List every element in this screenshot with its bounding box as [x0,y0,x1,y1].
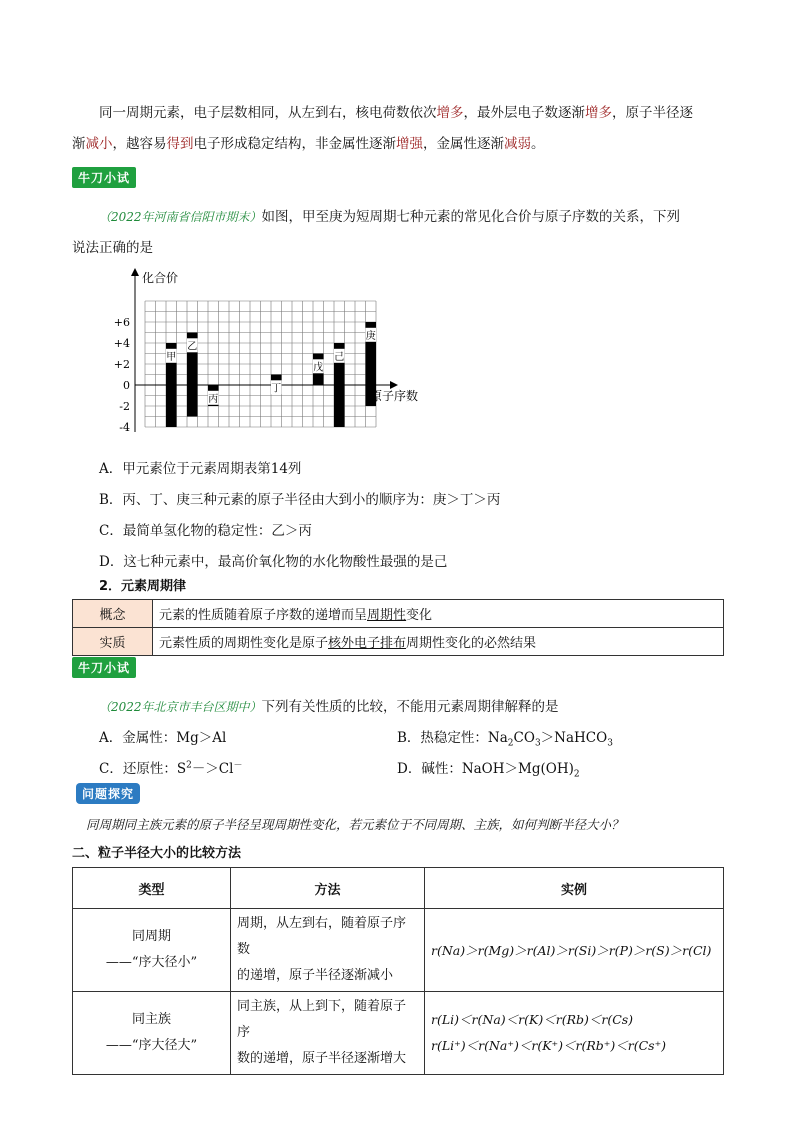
q1-source: （2022年河南省信阳市期末） [99,210,262,224]
y-axis-label: 化合价 [142,271,179,285]
table-row [73,909,724,992]
type-rule: ——“序大径大” [105,1038,198,1053]
q1-stem-line-2: 说法正确的是 [72,240,153,256]
text: C．还原性：S [99,761,187,777]
y-tick-label: -2 [119,400,130,413]
text: D．碱性：NaOH＞Mg(OH) [397,761,574,777]
subscript: 2 [573,769,580,780]
bar-label: 丙 [208,393,219,405]
type-cell [73,909,231,992]
q1-option-c[interactable]: C．最简单氢化物的稳定性：乙＞丙 [99,523,312,539]
keyword: 增多 [436,105,464,121]
text: 变化 [406,608,433,623]
col-header-type: 类型 [73,868,231,909]
practice-tag-1: 牛刀小试 [72,167,136,188]
method-cell [231,909,425,992]
text: 电子形成稳定结构，非金属性逐渐 [193,136,396,152]
chart-y-ticks [114,316,130,434]
keyword: 增强 [396,136,423,152]
method-line: 同主族，从上到下，随着原子序 [237,999,407,1040]
underlined-text: 周期性 [367,608,407,623]
table-row [73,992,724,1075]
y-tick-label: +6 [113,316,130,329]
type-cell [73,992,231,1075]
section3-title: 二、粒子半径大小的比较方法 [72,846,242,861]
section2-title: 2．元素周期律 [99,579,187,594]
bar-label: 戊 [313,362,324,374]
inquiry-tag: 问题探究 [76,783,140,804]
superscript: － [233,760,243,771]
q1-stem: 如图，甲至庚为短周期七种元素的常见化合价与原子序数的关系，下列 [261,209,681,225]
y-tick-label: -4 [119,421,130,434]
subscript: 2 [507,738,514,749]
text: －＞Cl [191,761,234,777]
q2-option-b[interactable] [397,726,613,749]
text: ，越容易 [112,136,167,152]
text: 渐 [72,136,86,152]
x-axis-arrow [390,381,398,389]
text: ＞NaHCO [540,730,608,746]
type-rule: ——“序大径小” [105,955,198,970]
method-line: 的递增，原子半径逐渐减小 [237,968,394,983]
bar-label: 乙 [187,341,198,353]
table-row [73,600,724,628]
q1-option-d[interactable]: D．这七种元素中，最高价氧化物的水化物酸性最强的是己 [99,554,448,570]
subscript: 3 [534,738,541,749]
row-value [153,600,724,628]
keyword: 减小 [85,136,113,152]
intro-line-2 [72,132,545,152]
superscript: 2 [186,760,192,771]
bar-label: 丁 [271,383,282,395]
periodic-law-table [72,599,724,656]
example-line: r(Li⁺)＜r(Na⁺)＜r(K⁺)＜r(Rb⁺)＜r(Cs⁺) [431,1038,667,1053]
keyword: 得到 [166,136,194,152]
q1-option-b[interactable]: B．丙、丁、庚三种元素的原子半径由大到小的顺序为：庚＞丁＞丙 [99,492,501,508]
table-row [73,628,724,656]
method-cell [231,992,425,1075]
q1-option-a[interactable]: A．甲元素位于元素周期表第14列 [99,461,302,477]
example-cell [425,992,724,1075]
text: CO [513,730,535,746]
keyword: 减弱 [504,136,531,152]
text: ，原子半径逐 [612,105,693,121]
table-header-row [73,868,724,909]
q1-stem-line-1 [99,205,680,225]
y-tick-label: +2 [113,358,130,371]
row-key: 实质 [73,628,153,656]
col-header-example: 实例 [425,868,724,909]
q2-option-a[interactable]: A．金属性：Mg＞Al [99,730,227,746]
subscript: 3 [607,738,613,749]
row-key: 概念 [73,600,153,628]
y-tick-label: +4 [113,337,130,350]
q2-source: （2022年北京市丰台区期中） [99,700,262,714]
text: 。 [531,136,545,152]
y-axis-arrow [131,268,139,276]
intro-line-1 [99,101,693,121]
text: ，最外层电子数逐渐 [463,105,585,121]
practice-tag-2: 牛刀小试 [72,657,136,678]
row-value [153,628,724,656]
q2-stem-text: 下列有关性质的比较，不能用元素周期律解释的是 [261,699,559,715]
text: B．热稳定性：Na [397,730,508,746]
keyword: 增多 [585,105,612,121]
text: 元素的性质随着原子序数的递增而呈 [159,608,368,623]
type-name: 同周期 [131,929,171,944]
col-header-method: 方法 [231,868,425,909]
example-line: r(Li)＜r(Na)＜r(K)＜r(Rb)＜r(Cs) [431,1012,634,1027]
text: 同一周期元素，电子层数相同，从左到右，核电荷数依次 [99,105,437,121]
y-tick-label: 0 [123,379,130,392]
q2-option-d[interactable] [397,757,580,780]
example-cell: r(Na)＞r(Mg)＞r(Al)＞r(Si)＞r(P)＞r(S)＞r(Cl) [425,909,724,992]
type-name: 同主族 [131,1012,171,1027]
bar-label: 庚 [365,330,376,342]
probe-question: 同周期同主族元素的原子半径呈现周期性变化，若元素位于不同周期、主族，如何判断半径大小？ [86,817,624,832]
bar-label: 己 [334,351,345,363]
method-line: 周期，从左到右，随着原子序数 [237,916,407,957]
q2-option-c[interactable] [99,757,242,777]
text: ，金属性逐渐 [423,136,504,152]
radius-compare-table [72,867,724,1075]
underlined-text: 核外电子排布 [328,636,407,651]
text: 周期性变化的必然结果 [406,636,537,651]
x-axis-label: 原子序数 [370,389,419,403]
q2-stem [99,695,559,715]
valence-chart [110,262,430,442]
bar-label: 甲 [166,351,177,363]
method-line: 数的递增，原子半径逐渐增大 [237,1051,407,1066]
text: 元素性质的周期性变化是原子 [159,636,329,651]
